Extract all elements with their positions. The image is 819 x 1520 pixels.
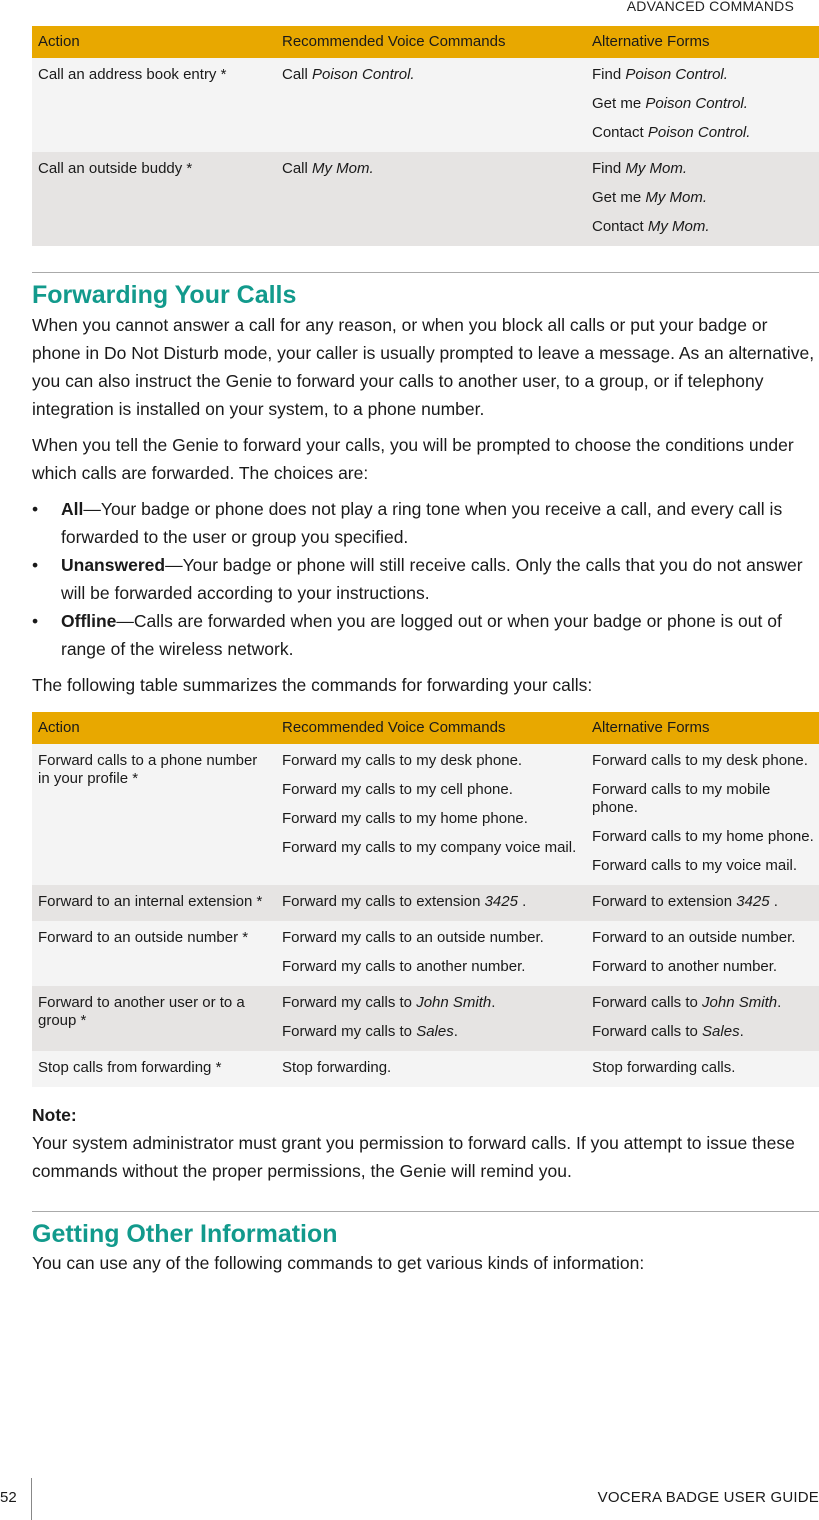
section-heading-other-info: Getting Other Information	[32, 1211, 819, 1249]
list-item	[32, 551, 819, 607]
command-variable: John Smith	[416, 994, 492, 1011]
command-text: Forward calls to my mobile phone.	[592, 781, 771, 816]
note-label: Note:	[32, 1105, 77, 1125]
table-row	[32, 921, 819, 986]
running-head: ADVANCED COMMANDS	[626, 0, 794, 14]
bullet-text: —Your badge or phone does not play a ring tone when you receive a call, and every call is forwarded to the user or group you specified.	[61, 499, 783, 547]
command-text: Get me	[592, 189, 646, 206]
alternatives-cell	[586, 986, 819, 1051]
alternative-form	[592, 189, 815, 207]
alternatives-cell	[586, 885, 819, 921]
alternative-form	[592, 66, 815, 84]
alternative-form	[592, 828, 815, 846]
command-text: Forward my calls to my cell phone.	[282, 781, 513, 798]
command-text: Forward my calls to	[282, 994, 417, 1011]
alternative-form	[592, 781, 815, 817]
voice-command	[282, 810, 582, 828]
header-recommended: Recommended Voice Commands	[276, 26, 586, 58]
command-variable: My Mom.	[312, 160, 374, 177]
voice-command	[282, 1023, 582, 1041]
command-suffix: .	[491, 994, 496, 1011]
alternatives-cell	[586, 152, 819, 246]
note-text: Your system administrator must grant you permission to forward calls. If you attempt to issue these commands without the proper permissions, the Genie will remind you.	[32, 1133, 795, 1181]
voice-command	[282, 160, 582, 178]
command-suffix: .	[739, 1023, 744, 1040]
action-cell: Call an outside buddy *	[32, 152, 276, 246]
action-cell: Stop calls from forwarding *	[32, 1051, 276, 1087]
forwarding-conditions-list	[32, 495, 819, 663]
command-text: Forward my calls to my company voice mail.	[282, 839, 577, 856]
page-number: 52	[0, 1489, 17, 1506]
alternatives-cell	[586, 58, 819, 152]
alternative-form	[592, 218, 815, 236]
action-cell: Forward to an outside number *	[32, 921, 276, 986]
alternative-form	[592, 958, 815, 976]
footer-title: VOCERA BADGE USER GUIDE	[597, 1489, 819, 1506]
table-row	[32, 58, 819, 152]
header-action: Action	[32, 26, 276, 58]
alternative-form	[592, 1023, 815, 1041]
footer-divider	[31, 1478, 32, 1520]
forwarding-conditions-paragraph: When you tell the Genie to forward your calls, you will be prompted to choose the conditions under which calls are forwarded. The choices are:	[32, 435, 794, 483]
forwarding-table-intro: The following table summarizes the commands for forwarding your calls:	[32, 675, 593, 695]
bullet-term: Offline	[61, 611, 117, 631]
command-variable: 3425	[484, 893, 518, 910]
table-row	[32, 744, 819, 885]
alternative-form	[592, 929, 815, 947]
forwarding-intro-paragraph: When you cannot answer a call for any reason, or when you block all calls or put your badge or phone in Do Not Disturb mode, your caller is usually prompted to leave a message. As an alternative, you can also instruct the Genie to forward your calls to another user, to a group, or if telephony integration is installed on your system, to a phone number.	[32, 315, 815, 419]
command-text: Forward calls to	[592, 994, 703, 1011]
alternative-form	[592, 160, 815, 178]
command-variable: John Smith	[702, 994, 778, 1011]
command-text: Forward to an outside number.	[592, 929, 796, 946]
table-header-row	[32, 26, 819, 58]
header-alternative: Alternative Forms	[586, 712, 819, 744]
command-text: Forward my calls to an outside number.	[282, 929, 544, 946]
action-cell: Forward calls to a phone number in your profile *	[32, 744, 276, 885]
command-text: Forward to another number.	[592, 958, 778, 975]
command-variable: Sales	[416, 1023, 454, 1040]
forwarding-commands-table	[32, 712, 819, 1087]
bullet-text: —Your badge or phone will still receive calls. Only the calls that you do not answer will be forwarded according to your instructions.	[61, 555, 803, 603]
command-text: Call	[282, 160, 313, 177]
voice-command	[282, 839, 582, 857]
command-text: Get me	[592, 95, 646, 112]
header-recommended: Recommended Voice Commands	[276, 712, 586, 744]
section-heading-forwarding: Forwarding Your Calls	[32, 272, 819, 310]
command-text: Stop forwarding calls.	[592, 1059, 736, 1076]
list-item	[32, 495, 819, 551]
alternative-form	[592, 857, 815, 875]
list-item	[32, 607, 819, 663]
command-text: Contact	[592, 124, 648, 141]
voice-command	[282, 958, 582, 976]
command-text: Forward my calls to my home phone.	[282, 810, 528, 827]
bullet-text: —Calls are forwarded when you are logged out or when your badge or phone is out of range of the wireless network.	[61, 611, 782, 659]
bullet-icon: •	[32, 611, 39, 631]
page-content	[32, 26, 819, 1277]
command-text: Call	[282, 66, 313, 83]
command-suffix: .	[453, 1023, 458, 1040]
other-info-paragraph: You can use any of the following commands to get various kinds of information:	[32, 1253, 645, 1273]
alternative-form	[592, 994, 815, 1012]
alternatives-cell	[586, 744, 819, 885]
command-variable: Sales	[702, 1023, 740, 1040]
recommended-cell	[276, 744, 586, 885]
command-text: Forward calls to	[592, 1023, 703, 1040]
bullet-term: All	[61, 499, 84, 519]
voice-command	[282, 66, 582, 84]
command-variable: My Mom.	[625, 160, 688, 177]
command-variable: My Mom.	[645, 189, 708, 206]
voice-command	[282, 929, 582, 947]
command-suffix: .	[517, 893, 527, 910]
header-action: Action	[32, 712, 276, 744]
command-text: Forward my calls to another number.	[282, 958, 526, 975]
recommended-cell	[276, 986, 586, 1051]
command-text: Forward my calls to extension	[282, 893, 485, 910]
recommended-cell	[276, 152, 586, 246]
alternative-form	[592, 124, 815, 142]
alternatives-cell	[586, 921, 819, 986]
table-row	[32, 885, 819, 921]
address-book-commands-table	[32, 26, 819, 246]
voice-command	[282, 1059, 582, 1077]
alternative-form	[592, 893, 815, 911]
table-header-row	[32, 712, 819, 744]
table-row	[32, 1051, 819, 1087]
command-variable: Poison Control.	[645, 95, 748, 112]
command-text: Forward my calls to	[282, 1023, 417, 1040]
recommended-cell	[276, 58, 586, 152]
bullet-icon: •	[32, 499, 39, 519]
command-text: Stop forwarding.	[282, 1059, 392, 1076]
command-variable: Poison Control.	[625, 66, 728, 83]
bullet-term: Unanswered	[61, 555, 166, 575]
alternative-form	[592, 752, 815, 770]
command-text: Forward calls to my home phone.	[592, 828, 814, 845]
recommended-cell	[276, 885, 586, 921]
command-suffix: .	[777, 994, 782, 1011]
recommended-cell	[276, 921, 586, 986]
command-variable: 3425	[736, 893, 770, 910]
action-cell: Forward to another user or to a group *	[32, 986, 276, 1051]
voice-command	[282, 994, 582, 1012]
action-cell: Forward to an internal extension *	[32, 885, 276, 921]
command-variable: My Mom.	[647, 218, 710, 235]
voice-command	[282, 893, 582, 911]
action-cell: Call an address book entry *	[32, 58, 276, 152]
alternative-form	[592, 95, 815, 113]
command-variable: Poison Control.	[312, 66, 415, 83]
command-text: Forward calls to my voice mail.	[592, 857, 798, 874]
command-text: Forward to extension	[592, 893, 737, 910]
command-variable: Poison Control.	[647, 124, 751, 141]
recommended-cell	[276, 1051, 586, 1087]
bullet-icon: •	[32, 555, 39, 575]
alternative-form	[592, 1059, 815, 1077]
voice-command	[282, 781, 582, 799]
alternatives-cell	[586, 1051, 819, 1087]
command-text: Find	[592, 66, 626, 83]
voice-command	[282, 752, 582, 770]
command-text: Forward my calls to my desk phone.	[282, 752, 523, 769]
table-row	[32, 152, 819, 246]
table-row	[32, 986, 819, 1051]
command-text: Contact	[592, 218, 648, 235]
command-text: Forward calls to my desk phone.	[592, 752, 808, 769]
command-suffix: .	[769, 893, 778, 910]
command-text: Find	[592, 160, 626, 177]
header-alternative: Alternative Forms	[586, 26, 819, 58]
